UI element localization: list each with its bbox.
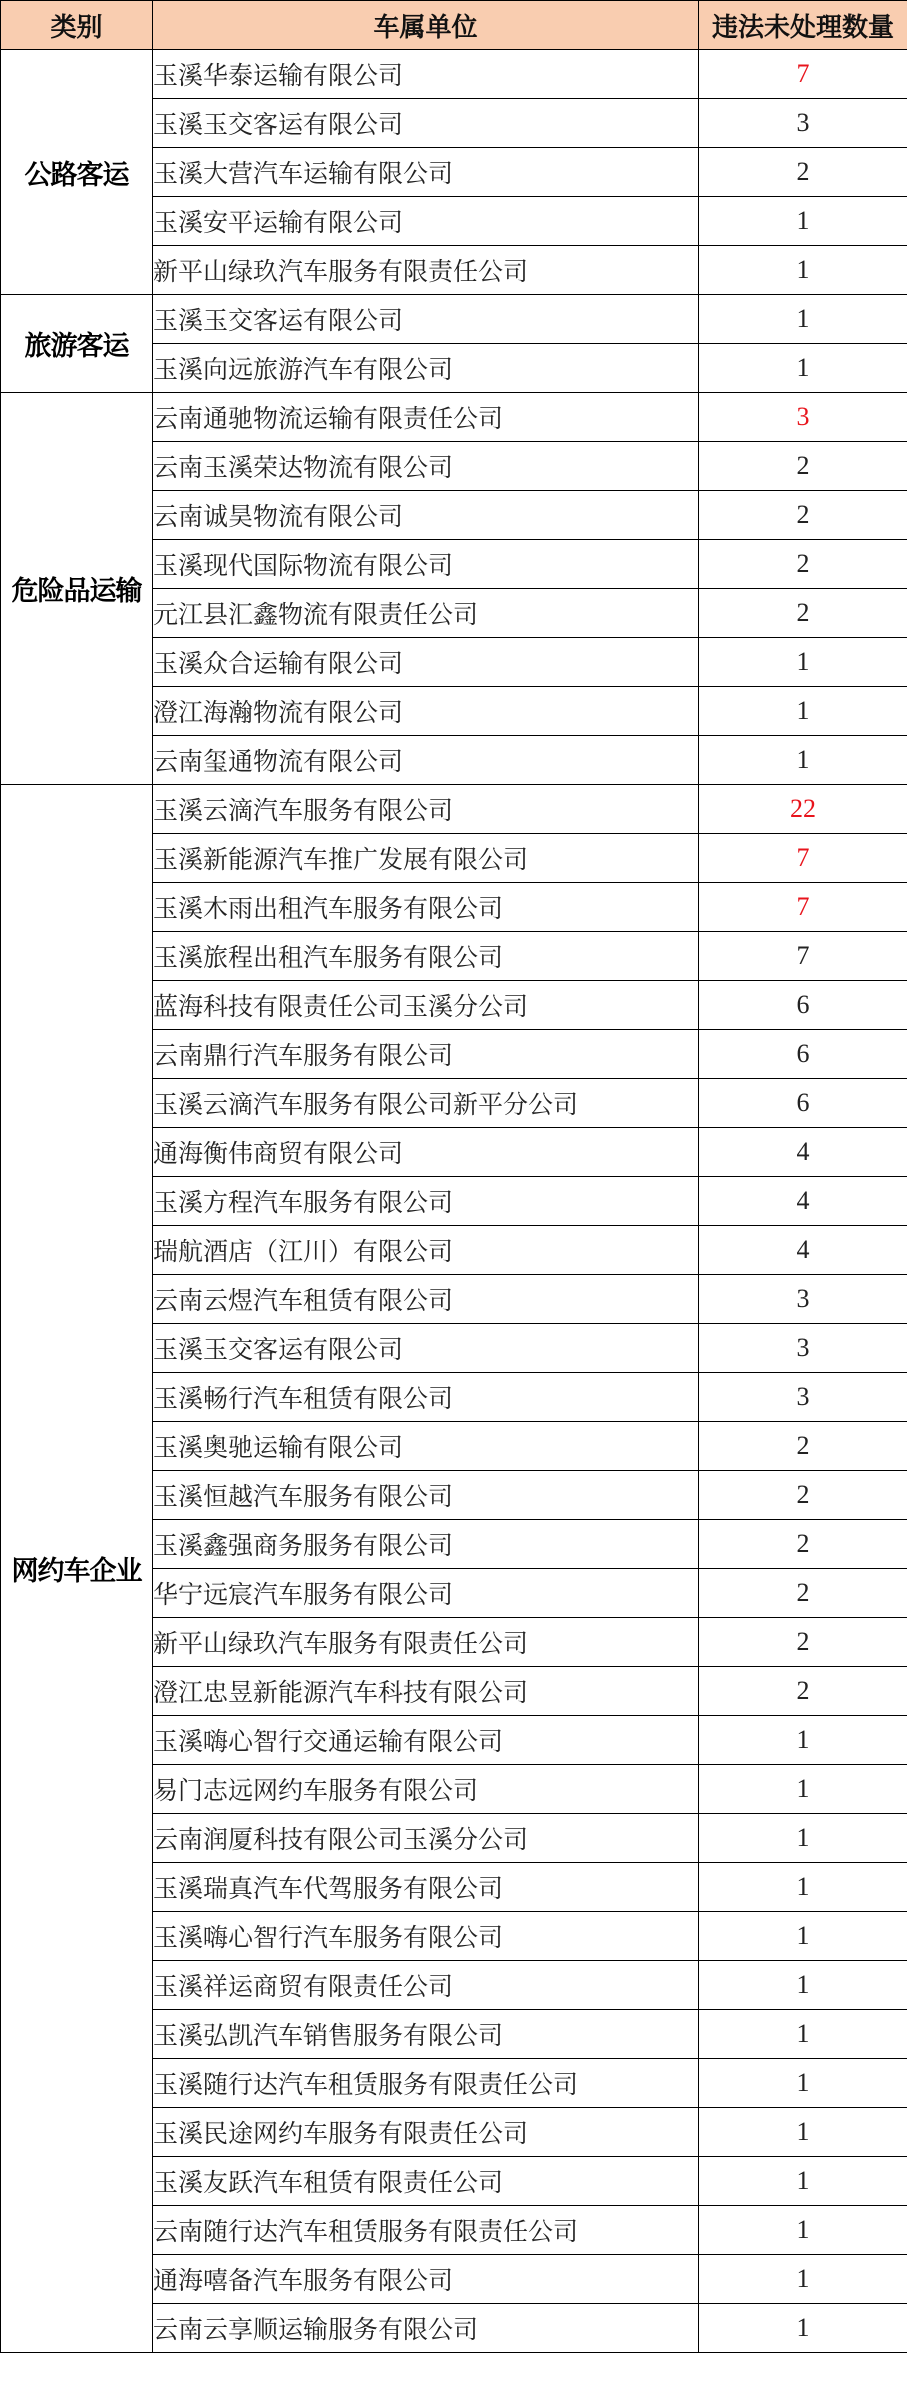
count-cell: 1	[699, 687, 907, 736]
count-cell: 1	[699, 1961, 907, 2010]
unit-cell: 云南鼎行汽车服务有限公司	[153, 1030, 699, 1079]
count-cell: 1	[699, 2059, 907, 2108]
unit-cell: 玉溪随行达汽车租赁服务有限责任公司	[153, 2059, 699, 2108]
table-row	[1, 50, 907, 99]
unit-cell: 玉溪华泰运输有限公司	[153, 50, 699, 99]
unit-cell: 澄江海瀚物流有限公司	[153, 687, 699, 736]
unit-cell: 玉溪友跃汽车租赁有限责任公司	[153, 2157, 699, 2206]
count-cell: 2	[699, 1520, 907, 1569]
count-cell: 6	[699, 1030, 907, 1079]
unit-cell: 玉溪祥运商贸有限责任公司	[153, 1961, 699, 2010]
category-cell: 公路客运	[1, 50, 153, 295]
unit-cell: 玉溪玉交客运有限公司	[153, 295, 699, 344]
count-cell: 2	[699, 589, 907, 638]
unit-cell: 玉溪方程汽车服务有限公司	[153, 1177, 699, 1226]
count-cell: 3	[699, 1324, 907, 1373]
unit-cell: 云南润厦科技有限公司玉溪分公司	[153, 1814, 699, 1863]
unit-cell: 玉溪木雨出租汽车服务有限公司	[153, 883, 699, 932]
unit-cell: 玉溪大营汽车运输有限公司	[153, 148, 699, 197]
header-unit: 车属单位	[153, 1, 699, 50]
unit-cell: 元江县汇鑫物流有限责任公司	[153, 589, 699, 638]
count-cell: 2	[699, 1667, 907, 1716]
count-cell: 1	[699, 2108, 907, 2157]
count-cell: 1	[699, 1716, 907, 1765]
unit-cell: 玉溪民途网约车服务有限责任公司	[153, 2108, 699, 2157]
count-cell: 2	[699, 1618, 907, 1667]
unit-cell: 玉溪畅行汽车租赁有限公司	[153, 1373, 699, 1422]
count-cell: 1	[699, 2255, 907, 2304]
unit-cell: 玉溪云滴汽车服务有限公司新平分公司	[153, 1079, 699, 1128]
table-row	[1, 785, 907, 834]
category-cell: 网约车企业	[1, 785, 153, 2353]
count-cell: 1	[699, 736, 907, 785]
category-cell: 危险品运输	[1, 393, 153, 785]
count-cell: 1	[699, 2157, 907, 2206]
count-cell: 1	[699, 2010, 907, 2059]
unit-cell: 云南通驰物流运输有限责任公司	[153, 393, 699, 442]
count-cell: 7	[699, 932, 907, 981]
unit-cell: 云南诚昊物流有限公司	[153, 491, 699, 540]
count-cell: 2	[699, 442, 907, 491]
header-row	[1, 1, 907, 50]
unit-cell: 易门志远网约车服务有限公司	[153, 1765, 699, 1814]
unit-cell: 云南云享顺运输服务有限公司	[153, 2304, 699, 2353]
unit-cell: 玉溪奥驰运输有限公司	[153, 1422, 699, 1471]
count-cell: 4	[699, 1226, 907, 1275]
unit-cell: 澄江忠昱新能源汽车科技有限公司	[153, 1667, 699, 1716]
category-cell: 旅游客运	[1, 295, 153, 393]
unit-cell: 云南玺通物流有限公司	[153, 736, 699, 785]
count-cell-highlighted: 7	[699, 50, 907, 99]
unit-cell: 玉溪弘凯汽车销售服务有限公司	[153, 2010, 699, 2059]
unit-cell: 瑞航酒店（江川）有限公司	[153, 1226, 699, 1275]
count-cell: 1	[699, 1912, 907, 1961]
count-cell: 3	[699, 1373, 907, 1422]
unit-cell: 玉溪众合运输有限公司	[153, 638, 699, 687]
unit-cell: 新平山绿玖汽车服务有限责任公司	[153, 246, 699, 295]
header-count: 违法未处理数量	[699, 1, 907, 50]
count-cell: 1	[699, 197, 907, 246]
count-cell: 1	[699, 344, 907, 393]
count-cell-highlighted: 7	[699, 883, 907, 932]
unit-cell: 华宁远宸汽车服务有限公司	[153, 1569, 699, 1618]
count-cell: 1	[699, 246, 907, 295]
count-cell: 1	[699, 638, 907, 687]
unit-cell: 玉溪现代国际物流有限公司	[153, 540, 699, 589]
unit-cell: 玉溪玉交客运有限公司	[153, 99, 699, 148]
count-cell: 2	[699, 491, 907, 540]
count-cell: 1	[699, 1765, 907, 1814]
unit-cell: 玉溪云滴汽车服务有限公司	[153, 785, 699, 834]
header-category: 类别	[1, 1, 153, 50]
count-cell-highlighted: 3	[699, 393, 907, 442]
count-cell: 6	[699, 981, 907, 1030]
unit-cell: 云南玉溪荣达物流有限公司	[153, 442, 699, 491]
count-cell: 6	[699, 1079, 907, 1128]
count-cell: 1	[699, 1863, 907, 1912]
count-cell: 1	[699, 1814, 907, 1863]
count-cell: 2	[699, 1569, 907, 1618]
table-row	[1, 295, 907, 344]
count-cell: 4	[699, 1177, 907, 1226]
unit-cell: 玉溪鑫强商务服务有限公司	[153, 1520, 699, 1569]
unit-cell: 云南云煜汽车租赁有限公司	[153, 1275, 699, 1324]
unit-cell: 蓝海科技有限责任公司玉溪分公司	[153, 981, 699, 1030]
count-cell: 1	[699, 2304, 907, 2353]
table-row	[1, 393, 907, 442]
count-cell: 2	[699, 148, 907, 197]
unit-cell: 玉溪瑞真汽车代驾服务有限公司	[153, 1863, 699, 1912]
unit-cell: 玉溪新能源汽车推广发展有限公司	[153, 834, 699, 883]
count-cell: 2	[699, 1422, 907, 1471]
unit-cell: 玉溪安平运输有限公司	[153, 197, 699, 246]
count-cell: 2	[699, 540, 907, 589]
unit-cell: 云南随行达汽车租赁服务有限责任公司	[153, 2206, 699, 2255]
unit-cell: 玉溪玉交客运有限公司	[153, 1324, 699, 1373]
count-cell: 1	[699, 295, 907, 344]
count-cell-highlighted: 7	[699, 834, 907, 883]
unit-cell: 通海嘻备汽车服务有限公司	[153, 2255, 699, 2304]
count-cell: 3	[699, 1275, 907, 1324]
unit-cell: 玉溪向远旅游汽车有限公司	[153, 344, 699, 393]
unit-cell: 玉溪旅程出租汽车服务有限公司	[153, 932, 699, 981]
unit-cell: 通海衡伟商贸有限公司	[153, 1128, 699, 1177]
count-cell: 4	[699, 1128, 907, 1177]
count-cell-highlighted: 22	[699, 785, 907, 834]
unit-cell: 玉溪恒越汽车服务有限公司	[153, 1471, 699, 1520]
count-cell: 3	[699, 99, 907, 148]
unit-cell: 玉溪嗨心智行交通运输有限公司	[153, 1716, 699, 1765]
unit-cell: 玉溪嗨心智行汽车服务有限公司	[153, 1912, 699, 1961]
unit-cell: 新平山绿玖汽车服务有限责任公司	[153, 1618, 699, 1667]
table-body	[1, 50, 907, 2353]
count-cell: 1	[699, 2206, 907, 2255]
table-header	[1, 1, 907, 50]
count-cell: 2	[699, 1471, 907, 1520]
